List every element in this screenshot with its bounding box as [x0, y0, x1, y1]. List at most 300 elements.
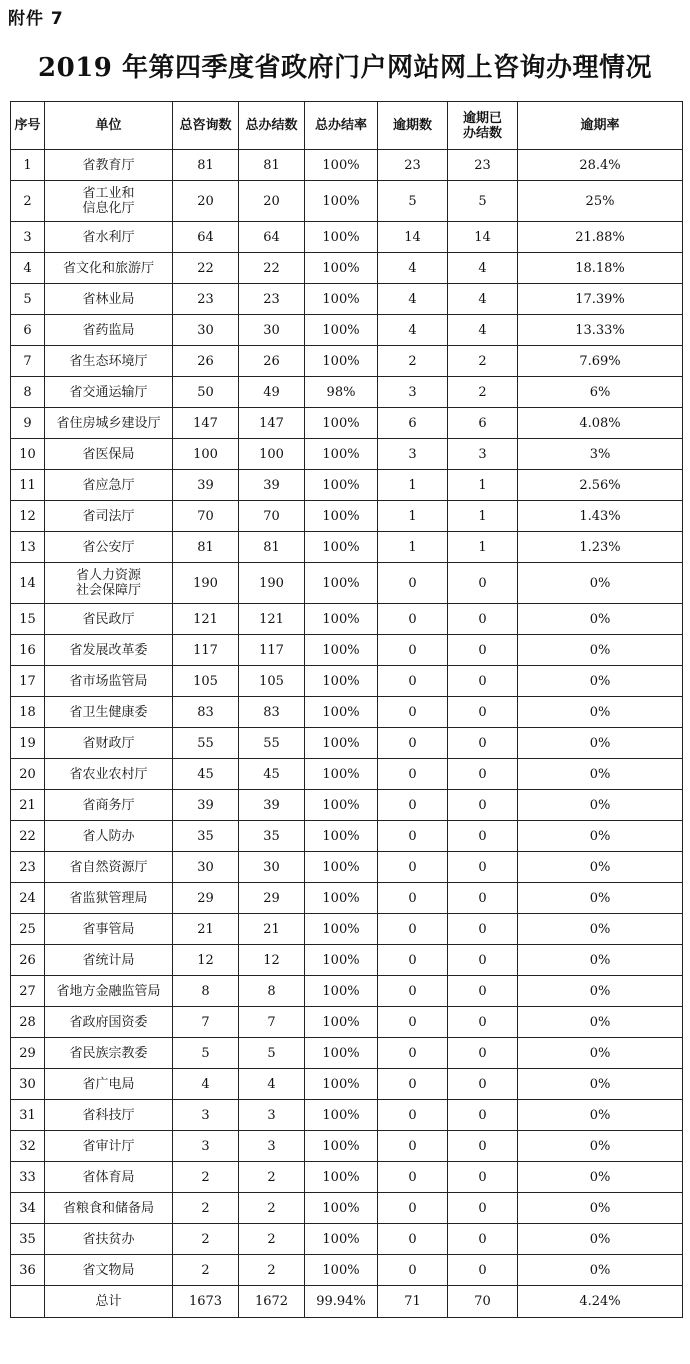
cell-unit: 省市场监管局 [45, 666, 173, 697]
cell-overdue-rate: 0% [518, 1100, 683, 1131]
cell-seq: 10 [11, 439, 45, 470]
cell-rate: 100% [305, 1007, 378, 1038]
cell-rate: 100% [305, 563, 378, 604]
cell-done: 21 [239, 914, 305, 945]
cell-rate: 100% [305, 883, 378, 914]
cell-unit: 省教育厅 [45, 150, 173, 181]
cell-overdue-done: 14 [448, 222, 518, 253]
cell-overdue-rate: 28.4% [518, 150, 683, 181]
cell-overdue: 4 [378, 253, 448, 284]
cell-consult: 70 [173, 501, 239, 532]
cell-rate: 100% [305, 604, 378, 635]
cell-consult: 2 [173, 1162, 239, 1193]
cell-unit: 省药监局 [45, 315, 173, 346]
cell-seq: 17 [11, 666, 45, 697]
cell-unit: 省体育局 [45, 1162, 173, 1193]
cell-overdue: 0 [378, 852, 448, 883]
cell-overdue-done: 0 [448, 635, 518, 666]
cell-seq: 28 [11, 1007, 45, 1038]
table-row [11, 563, 683, 604]
cell-seq: 23 [11, 852, 45, 883]
cell-consult: 105 [173, 666, 239, 697]
cell-overdue: 23 [378, 150, 448, 181]
header-done-rate: 总办结率 [305, 102, 378, 150]
cell-overdue-rate: 0% [518, 852, 683, 883]
cell-consult: 39 [173, 470, 239, 501]
cell-overdue-rate: 0% [518, 604, 683, 635]
cell-done: 20 [239, 181, 305, 222]
cell-overdue: 1 [378, 501, 448, 532]
cell-unit: 省财政厅 [45, 728, 173, 759]
table-row [11, 976, 683, 1007]
cell-done: 30 [239, 315, 305, 346]
cell-consult: 12 [173, 945, 239, 976]
cell-seq: 8 [11, 377, 45, 408]
table-row [11, 501, 683, 532]
cell-unit: 省广电局 [45, 1069, 173, 1100]
cell-seq: 27 [11, 976, 45, 1007]
table-row [11, 666, 683, 697]
cell-overdue-done: 0 [448, 728, 518, 759]
cell-unit: 省统计局 [45, 945, 173, 976]
cell-consult: 45 [173, 759, 239, 790]
cell-overdue: 3 [378, 439, 448, 470]
cell-overdue-rate: 0% [518, 1007, 683, 1038]
cell-overdue-rate: 0% [518, 697, 683, 728]
cell-consult: 5 [173, 1038, 239, 1069]
cell-overdue-done: 0 [448, 666, 518, 697]
cell-unit: 省地方金融监管局 [45, 976, 173, 1007]
cell-consult: 64 [173, 222, 239, 253]
cell-rate: 100% [305, 1162, 378, 1193]
cell-rate: 100% [305, 315, 378, 346]
cell-overdue: 6 [378, 408, 448, 439]
cell-unit: 省农业农村厅 [45, 759, 173, 790]
cell-rate: 100% [305, 408, 378, 439]
total-overdue-done: 70 [448, 1286, 518, 1318]
cell-done: 3 [239, 1131, 305, 1162]
cell-seq: 31 [11, 1100, 45, 1131]
table-row [11, 346, 683, 377]
table-header-row [11, 102, 683, 150]
cell-seq: 7 [11, 346, 45, 377]
cell-overdue: 4 [378, 315, 448, 346]
cell-done: 190 [239, 563, 305, 604]
cell-overdue-done: 4 [448, 253, 518, 284]
cell-overdue-done: 0 [448, 1069, 518, 1100]
cell-seq: 14 [11, 563, 45, 604]
cell-overdue-rate: 0% [518, 728, 683, 759]
cell-overdue-rate: 0% [518, 1224, 683, 1255]
cell-overdue-rate: 0% [518, 914, 683, 945]
cell-seq: 18 [11, 697, 45, 728]
attachment-label: 附件 7 [8, 9, 64, 29]
cell-seq: 15 [11, 604, 45, 635]
cell-overdue-done: 0 [448, 883, 518, 914]
cell-overdue-done: 0 [448, 1193, 518, 1224]
cell-seq: 1 [11, 150, 45, 181]
header-overdue-rate: 逾期率 [518, 102, 683, 150]
table-row [11, 914, 683, 945]
cell-rate: 100% [305, 222, 378, 253]
table-row [11, 821, 683, 852]
cell-rate: 98% [305, 377, 378, 408]
cell-overdue-done: 1 [448, 470, 518, 501]
cell-overdue: 0 [378, 563, 448, 604]
cell-overdue: 1 [378, 532, 448, 563]
cell-done: 70 [239, 501, 305, 532]
cell-rate: 100% [305, 976, 378, 1007]
cell-seq: 11 [11, 470, 45, 501]
cell-consult: 147 [173, 408, 239, 439]
cell-overdue: 3 [378, 377, 448, 408]
table-row [11, 1162, 683, 1193]
header-overdue-done [448, 102, 518, 150]
cell-unit: 省民政厅 [45, 604, 173, 635]
cell-seq: 21 [11, 790, 45, 821]
cell-consult: 30 [173, 315, 239, 346]
cell-consult: 7 [173, 1007, 239, 1038]
cell-overdue: 0 [378, 976, 448, 1007]
cell-overdue-rate: 25% [518, 181, 683, 222]
cell-overdue-done: 2 [448, 377, 518, 408]
cell-done: 105 [239, 666, 305, 697]
cell-overdue: 2 [378, 346, 448, 377]
cell-rate: 100% [305, 945, 378, 976]
table-row [11, 181, 683, 222]
cell-unit: 省住房城乡建设厅 [45, 408, 173, 439]
cell-overdue: 0 [378, 1100, 448, 1131]
cell-done: 39 [239, 790, 305, 821]
cell-seq: 22 [11, 821, 45, 852]
cell-seq: 6 [11, 315, 45, 346]
cell-unit: 省人防办 [45, 821, 173, 852]
cell-overdue-rate: 18.18% [518, 253, 683, 284]
cell-overdue: 0 [378, 1069, 448, 1100]
cell-seq: 32 [11, 1131, 45, 1162]
table-row [11, 470, 683, 501]
cell-consult: 2 [173, 1193, 239, 1224]
cell-overdue: 0 [378, 1224, 448, 1255]
table-row [11, 728, 683, 759]
cell-unit: 省文物局 [45, 1255, 173, 1286]
cell-overdue-rate: 0% [518, 1131, 683, 1162]
cell-done: 117 [239, 635, 305, 666]
cell-unit: 省林业局 [45, 284, 173, 315]
cell-overdue-rate: 0% [518, 1255, 683, 1286]
cell-overdue-done: 5 [448, 181, 518, 222]
table-row [11, 315, 683, 346]
cell-seq: 3 [11, 222, 45, 253]
cell-overdue: 0 [378, 1038, 448, 1069]
cell-unit: 省民族宗教委 [45, 1038, 173, 1069]
cell-done: 2 [239, 1224, 305, 1255]
table-row [11, 604, 683, 635]
cell-overdue-rate: 17.39% [518, 284, 683, 315]
cell-overdue-done: 6 [448, 408, 518, 439]
cell-consult: 8 [173, 976, 239, 1007]
header-total-done: 总办结数 [239, 102, 305, 150]
cell-overdue: 0 [378, 821, 448, 852]
cell-unit-line1: 省人力资源 [75, 568, 141, 583]
cell-overdue: 0 [378, 945, 448, 976]
cell-done: 2 [239, 1162, 305, 1193]
cell-overdue-rate: 0% [518, 976, 683, 1007]
cell-consult: 50 [173, 377, 239, 408]
table-row [11, 1100, 683, 1131]
cell-seq: 12 [11, 501, 45, 532]
cell-rate: 100% [305, 666, 378, 697]
cell-done: 49 [239, 377, 305, 408]
cell-overdue: 0 [378, 1193, 448, 1224]
cell-seq: 13 [11, 532, 45, 563]
cell-seq: 2 [11, 181, 45, 222]
cell-overdue-rate: 2.56% [518, 470, 683, 501]
cell-consult: 3 [173, 1100, 239, 1131]
cell-overdue-done: 2 [448, 346, 518, 377]
cell-rate: 100% [305, 635, 378, 666]
table-row [11, 852, 683, 883]
cell-overdue-rate: 0% [518, 883, 683, 914]
cell-consult: 81 [173, 532, 239, 563]
total-seq [11, 1286, 45, 1318]
cell-done: 4 [239, 1069, 305, 1100]
cell-overdue-rate: 1.43% [518, 501, 683, 532]
cell-overdue: 5 [378, 181, 448, 222]
total-row [11, 1286, 683, 1318]
cell-unit [45, 563, 173, 604]
cell-rate: 100% [305, 470, 378, 501]
cell-unit: 省文化和旅游厅 [45, 253, 173, 284]
cell-consult: 2 [173, 1224, 239, 1255]
cell-done: 29 [239, 883, 305, 914]
cell-overdue: 0 [378, 1255, 448, 1286]
cell-done: 55 [239, 728, 305, 759]
table-row [11, 222, 683, 253]
cell-overdue: 0 [378, 1162, 448, 1193]
cell-unit-line1: 省工业和 [82, 186, 135, 201]
cell-done: 12 [239, 945, 305, 976]
cell-consult: 100 [173, 439, 239, 470]
cell-consult: 30 [173, 852, 239, 883]
cell-seq: 20 [11, 759, 45, 790]
header-seq: 序号 [11, 102, 45, 150]
cell-overdue-rate: 0% [518, 821, 683, 852]
table-row [11, 1255, 683, 1286]
cell-rate: 100% [305, 728, 378, 759]
cell-overdue-done: 23 [448, 150, 518, 181]
header-overdue-done-line1: 逾期已 [462, 110, 502, 126]
cell-unit: 省生态环境厅 [45, 346, 173, 377]
cell-overdue-rate: 6% [518, 377, 683, 408]
cell-done: 81 [239, 150, 305, 181]
table-row [11, 284, 683, 315]
cell-overdue-rate: 0% [518, 666, 683, 697]
cell-seq: 16 [11, 635, 45, 666]
cell-done: 35 [239, 821, 305, 852]
cell-overdue: 0 [378, 914, 448, 945]
cell-unit: 省自然资源厅 [45, 852, 173, 883]
cell-overdue-done: 0 [448, 945, 518, 976]
cell-consult: 35 [173, 821, 239, 852]
cell-overdue-rate: 0% [518, 790, 683, 821]
cell-rate: 100% [305, 697, 378, 728]
cell-unit: 省医保局 [45, 439, 173, 470]
cell-rate: 100% [305, 253, 378, 284]
cell-rate: 100% [305, 284, 378, 315]
cell-unit-line2: 社会保障厅 [75, 583, 141, 598]
cell-consult: 190 [173, 563, 239, 604]
cell-overdue-done: 4 [448, 315, 518, 346]
cell-rate: 100% [305, 821, 378, 852]
cell-overdue-done: 0 [448, 914, 518, 945]
cell-consult: 29 [173, 883, 239, 914]
cell-overdue: 0 [378, 790, 448, 821]
cell-overdue-rate: 1.23% [518, 532, 683, 563]
cell-unit: 省司法厅 [45, 501, 173, 532]
table-row [11, 408, 683, 439]
cell-unit: 省发展改革委 [45, 635, 173, 666]
cell-done: 121 [239, 604, 305, 635]
cell-overdue-done: 0 [448, 1162, 518, 1193]
cell-overdue: 0 [378, 759, 448, 790]
cell-overdue-rate: 13.33% [518, 315, 683, 346]
cell-unit: 省监狱管理局 [45, 883, 173, 914]
table-row [11, 697, 683, 728]
cell-overdue: 0 [378, 697, 448, 728]
cell-seq: 33 [11, 1162, 45, 1193]
cell-seq: 9 [11, 408, 45, 439]
cell-consult: 26 [173, 346, 239, 377]
cell-done: 22 [239, 253, 305, 284]
cell-unit-line2: 信息化厅 [82, 201, 135, 216]
cell-seq: 26 [11, 945, 45, 976]
cell-done: 83 [239, 697, 305, 728]
header-unit: 单位 [45, 102, 173, 150]
table-body [11, 150, 683, 1286]
cell-done: 147 [239, 408, 305, 439]
cell-overdue-rate: 0% [518, 1038, 683, 1069]
cell-overdue-done: 1 [448, 501, 518, 532]
cell-overdue-done: 0 [448, 790, 518, 821]
cell-done: 2 [239, 1193, 305, 1224]
cell-unit: 省卫生健康委 [45, 697, 173, 728]
cell-done: 81 [239, 532, 305, 563]
cell-seq: 4 [11, 253, 45, 284]
cell-consult: 2 [173, 1255, 239, 1286]
table-row [11, 253, 683, 284]
cell-overdue: 4 [378, 284, 448, 315]
cell-done: 7 [239, 1007, 305, 1038]
cell-rate: 100% [305, 1069, 378, 1100]
cell-done: 5 [239, 1038, 305, 1069]
cell-rate: 100% [305, 181, 378, 222]
cell-seq: 24 [11, 883, 45, 914]
cell-rate: 100% [305, 852, 378, 883]
cell-rate: 100% [305, 790, 378, 821]
cell-overdue-rate: 21.88% [518, 222, 683, 253]
cell-done: 8 [239, 976, 305, 1007]
total-overdue: 71 [378, 1286, 448, 1318]
cell-unit: 省应急厅 [45, 470, 173, 501]
cell-unit [45, 181, 173, 222]
table-row [11, 532, 683, 563]
table-row [11, 945, 683, 976]
cell-overdue-done: 0 [448, 697, 518, 728]
cell-rate: 100% [305, 1131, 378, 1162]
cell-overdue-done: 0 [448, 821, 518, 852]
cell-overdue-rate: 4.08% [518, 408, 683, 439]
cell-seq: 5 [11, 284, 45, 315]
table-row [11, 759, 683, 790]
header-total-consult: 总咨询数 [173, 102, 239, 150]
cell-unit: 省政府国资委 [45, 1007, 173, 1038]
cell-overdue: 0 [378, 635, 448, 666]
cell-unit: 省商务厅 [45, 790, 173, 821]
cell-overdue: 0 [378, 728, 448, 759]
total-done: 1672 [239, 1286, 305, 1318]
cell-overdue: 0 [378, 1131, 448, 1162]
table-row [11, 883, 683, 914]
cell-consult: 117 [173, 635, 239, 666]
header-overdue-done-line2: 办结数 [462, 125, 502, 141]
total-rate: 99.94% [305, 1286, 378, 1318]
cell-consult: 39 [173, 790, 239, 821]
cell-consult: 121 [173, 604, 239, 635]
cell-done: 30 [239, 852, 305, 883]
cell-overdue-done: 0 [448, 604, 518, 635]
table-row [11, 1069, 683, 1100]
header-overdue: 逾期数 [378, 102, 448, 150]
cell-done: 3 [239, 1100, 305, 1131]
cell-overdue-rate: 0% [518, 759, 683, 790]
cell-overdue-rate: 0% [518, 1162, 683, 1193]
total-label: 总计 [45, 1286, 173, 1318]
table-row [11, 1224, 683, 1255]
cell-rate: 100% [305, 532, 378, 563]
table-row [11, 1038, 683, 1069]
cell-unit: 省审计厅 [45, 1131, 173, 1162]
cell-overdue: 14 [378, 222, 448, 253]
cell-overdue-done: 0 [448, 1007, 518, 1038]
cell-overdue-done: 0 [448, 1131, 518, 1162]
cell-done: 100 [239, 439, 305, 470]
cell-rate: 100% [305, 1224, 378, 1255]
cell-overdue-done: 0 [448, 852, 518, 883]
cell-rate: 100% [305, 759, 378, 790]
page-title: 2019 年第四季度省政府门户网站网上咨询办理情况 [38, 53, 652, 83]
cell-consult: 4 [173, 1069, 239, 1100]
cell-unit: 省事管局 [45, 914, 173, 945]
cell-rate: 100% [305, 150, 378, 181]
cell-overdue-done: 1 [448, 532, 518, 563]
cell-consult: 3 [173, 1131, 239, 1162]
cell-overdue-done: 0 [448, 759, 518, 790]
cell-overdue-rate: 0% [518, 1193, 683, 1224]
total-consult: 1673 [173, 1286, 239, 1318]
cell-unit: 省粮食和储备局 [45, 1193, 173, 1224]
cell-done: 45 [239, 759, 305, 790]
table-row [11, 635, 683, 666]
table-row [11, 1007, 683, 1038]
consultation-table [10, 101, 683, 1318]
cell-seq: 25 [11, 914, 45, 945]
table-row [11, 439, 683, 470]
cell-overdue: 0 [378, 1007, 448, 1038]
cell-overdue-rate: 0% [518, 945, 683, 976]
cell-overdue: 0 [378, 604, 448, 635]
cell-overdue-done: 0 [448, 1255, 518, 1286]
